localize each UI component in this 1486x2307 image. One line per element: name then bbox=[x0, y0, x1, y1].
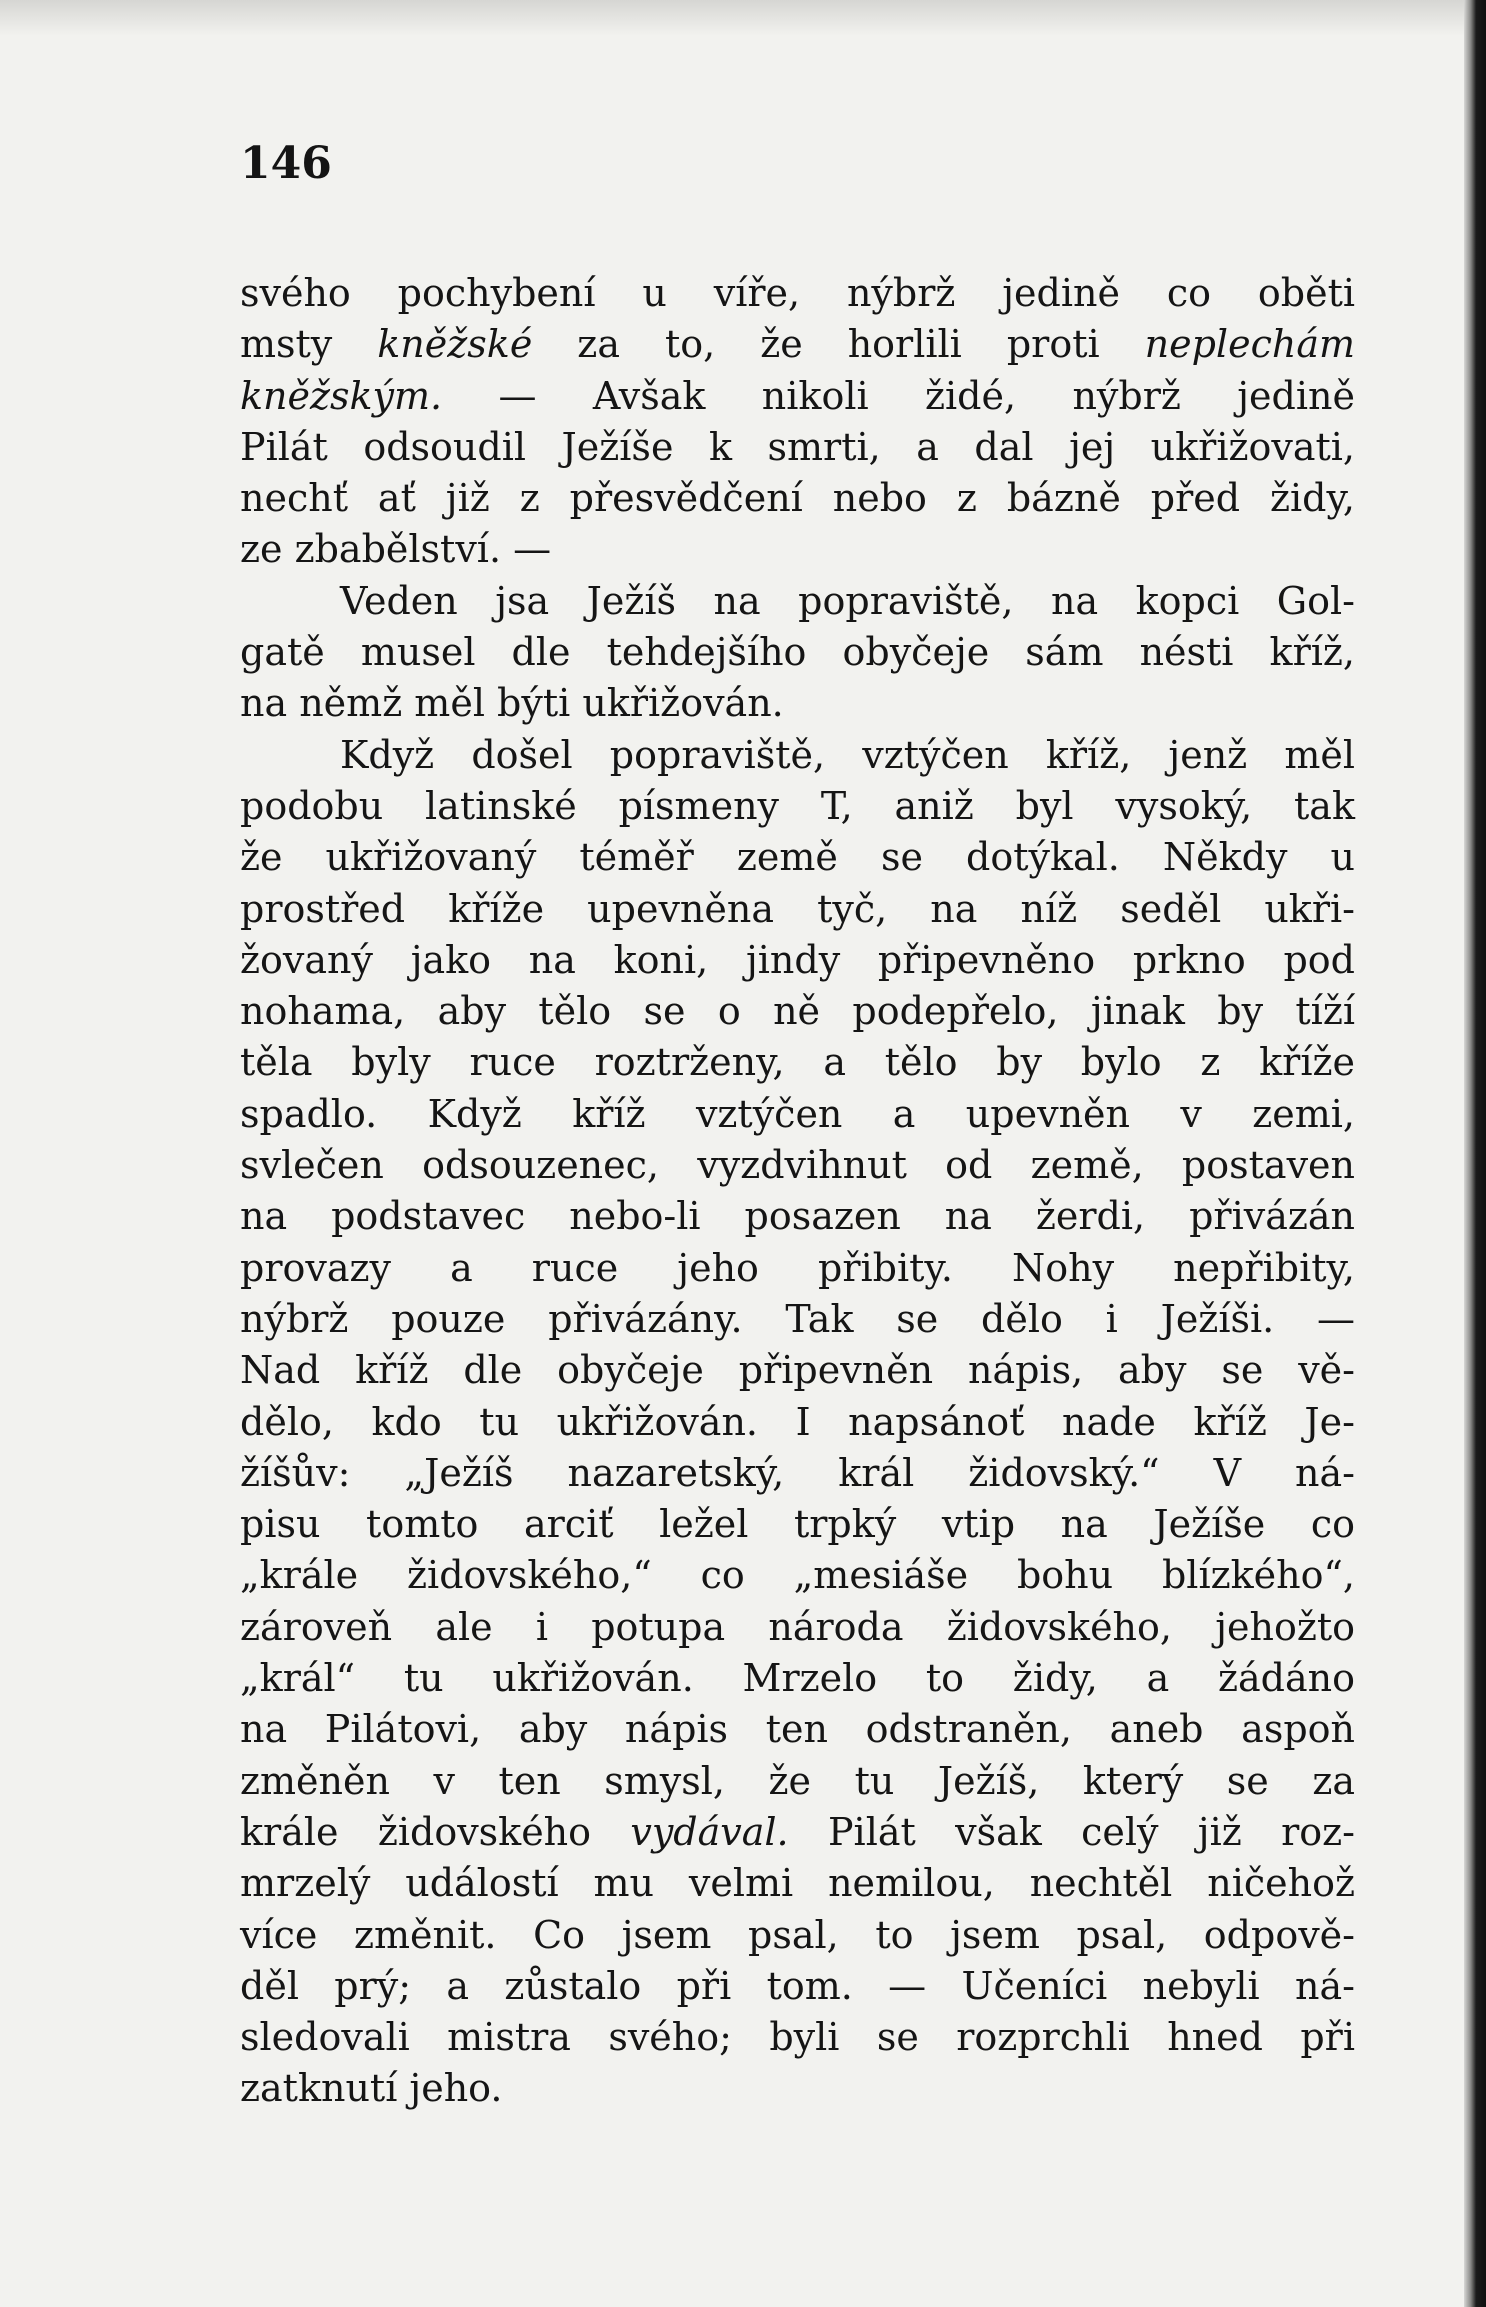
text-run: nohama, aby tělo se o ně podepřelo, jinak by tíží bbox=[240, 989, 1355, 1034]
text-line bbox=[240, 781, 1355, 832]
text-run: na podstavec nebo-li posazen na žerdi, přivázán bbox=[240, 1194, 1355, 1239]
text-run: pisu tomto arciť ležel trpký vtip na Ježíše co bbox=[240, 1502, 1355, 1547]
text-line bbox=[240, 1961, 1355, 2012]
text-run: mrzelý událostí mu velmi nemilou, nechtěl ničehož bbox=[240, 1861, 1355, 1906]
text-line bbox=[240, 1089, 1355, 1140]
text-run: „krále židovského,“ co „mesiáše bohu blízkého“, bbox=[240, 1553, 1355, 1598]
text-line bbox=[240, 935, 1355, 986]
text-run: více změnit. Co jsem psal, to jsem psal, odpově- bbox=[240, 1912, 1355, 1957]
text-line bbox=[240, 319, 1355, 370]
text-run: za to, že horlili proti bbox=[532, 322, 1145, 367]
text-line bbox=[240, 1037, 1355, 1088]
text-run: že ukřižovaný téměř země se dotýkal. Někdy u bbox=[240, 835, 1355, 880]
text-line bbox=[240, 1653, 1355, 1704]
emphasized-text: vydával. bbox=[630, 1809, 789, 1854]
text-line bbox=[240, 1910, 1355, 1961]
text-line bbox=[240, 1191, 1355, 1242]
page-number: 146 bbox=[240, 138, 332, 189]
text-run: zároveň ale i potupa národa židovského, jehožto bbox=[240, 1604, 1355, 1649]
text-run: svlečen odsouzenec, vyzdvihnut od země, postaven bbox=[240, 1143, 1355, 1188]
text-run: na Pilátovi, aby nápis ten odstraněn, aneb aspoň bbox=[240, 1707, 1355, 1752]
text-run: Pilát však celý již roz- bbox=[788, 1809, 1355, 1854]
text-line bbox=[240, 1499, 1355, 1550]
text-run: prostřed kříže upevněna tyč, na níž seděl ukři- bbox=[240, 886, 1355, 931]
text-run: gatě musel dle tehdejšího obyčeje sám nésti kříž, bbox=[240, 630, 1355, 675]
text-line bbox=[240, 1345, 1355, 1396]
text-line bbox=[240, 268, 1355, 319]
text-line bbox=[240, 678, 1355, 729]
text-line bbox=[240, 1294, 1355, 1345]
text-run: Nad kříž dle obyčeje připevněn nápis, aby se vě- bbox=[240, 1348, 1355, 1393]
text-line bbox=[240, 524, 1355, 575]
text-run: — Avšak nikoli židé, nýbrž jedině bbox=[442, 373, 1355, 418]
page-top-shadow bbox=[0, 0, 1486, 36]
text-run: žovaný jako na koni, jindy připevněno prkno pod bbox=[240, 937, 1355, 982]
text-line bbox=[240, 884, 1355, 935]
text-run: na němž měl býti ukřižován. bbox=[240, 681, 784, 726]
text-run: Když došel popraviště, vztýčen kříž, jenž měl bbox=[340, 732, 1355, 777]
page-binding-edge bbox=[1464, 0, 1486, 2307]
text-run: podobu latinské písmeny T, aniž byl vysoký, tak bbox=[240, 783, 1355, 828]
text-line bbox=[240, 627, 1355, 678]
text-run: ze zbabělství. — bbox=[240, 527, 552, 572]
text-line bbox=[240, 1550, 1355, 1601]
text-run: provazy a ruce jeho přibity. Nohy nepřibity, bbox=[240, 1245, 1355, 1290]
text-line bbox=[240, 576, 1355, 627]
text-run: svého pochybení u víře, nýbrž jedině co oběti bbox=[240, 271, 1355, 315]
emphasized-text: kněžským. bbox=[240, 373, 443, 418]
text-run: sledovali mistra svého; byli se rozprchli hned při bbox=[240, 2015, 1355, 2060]
text-run: Veden jsa Ježíš na popraviště, na kopci Gol- bbox=[340, 578, 1355, 623]
text-run: žíšův: „Ježíš nazaretský, král židovský.“ V ná- bbox=[240, 1450, 1355, 1495]
text-line bbox=[240, 2012, 1355, 2063]
text-line bbox=[240, 1807, 1355, 1858]
text-line bbox=[240, 832, 1355, 883]
text-line bbox=[240, 986, 1355, 1037]
emphasized-text: kněžské bbox=[377, 322, 533, 367]
text-line bbox=[240, 1448, 1355, 1499]
text-run: krále židovského bbox=[240, 1809, 631, 1854]
text-line bbox=[240, 1858, 1355, 1909]
text-run: dělo, kdo tu ukřižován. I napsánoť nade kříž Je- bbox=[240, 1399, 1355, 1444]
emphasized-text: neplechám bbox=[1144, 322, 1356, 367]
text-run: spadlo. Když kříž vztýčen a upevněn v zemi, bbox=[240, 1091, 1355, 1136]
text-run: msty bbox=[240, 322, 378, 367]
body-text bbox=[240, 268, 1355, 2115]
text-line bbox=[240, 730, 1355, 781]
text-line bbox=[240, 1756, 1355, 1807]
text-line bbox=[240, 1602, 1355, 1653]
text-line bbox=[240, 1243, 1355, 1294]
text-line bbox=[240, 473, 1355, 524]
text-run: „král“ tu ukřižován. Mrzelo to židy, a žádáno bbox=[240, 1656, 1355, 1701]
text-line bbox=[240, 371, 1355, 422]
text-run: změněn v ten smysl, že tu Ježíš, který se za bbox=[240, 1758, 1355, 1803]
text-run: nechť ať již z přesvědčení nebo z bázně před židy, bbox=[240, 476, 1355, 521]
text-line bbox=[240, 422, 1355, 473]
text-run: Pilát odsoudil Ježíše k smrti, a dal jej ukřižovati, bbox=[240, 424, 1355, 469]
text-run: nýbrž pouze přivázány. Tak se dělo i Ježíši. — bbox=[240, 1296, 1355, 1341]
text-run: těla byly ruce roztrženy, a tělo by bylo z kříže bbox=[240, 1040, 1355, 1085]
text-run: děl prý; a zůstalo při tom. — Učeníci nebyli ná- bbox=[240, 1963, 1355, 2008]
text-line bbox=[240, 1397, 1355, 1448]
text-line bbox=[240, 1704, 1355, 1755]
text-line bbox=[240, 1140, 1355, 1191]
text-line bbox=[240, 2063, 1355, 2114]
text-run: zatknutí jeho. bbox=[240, 2066, 503, 2111]
